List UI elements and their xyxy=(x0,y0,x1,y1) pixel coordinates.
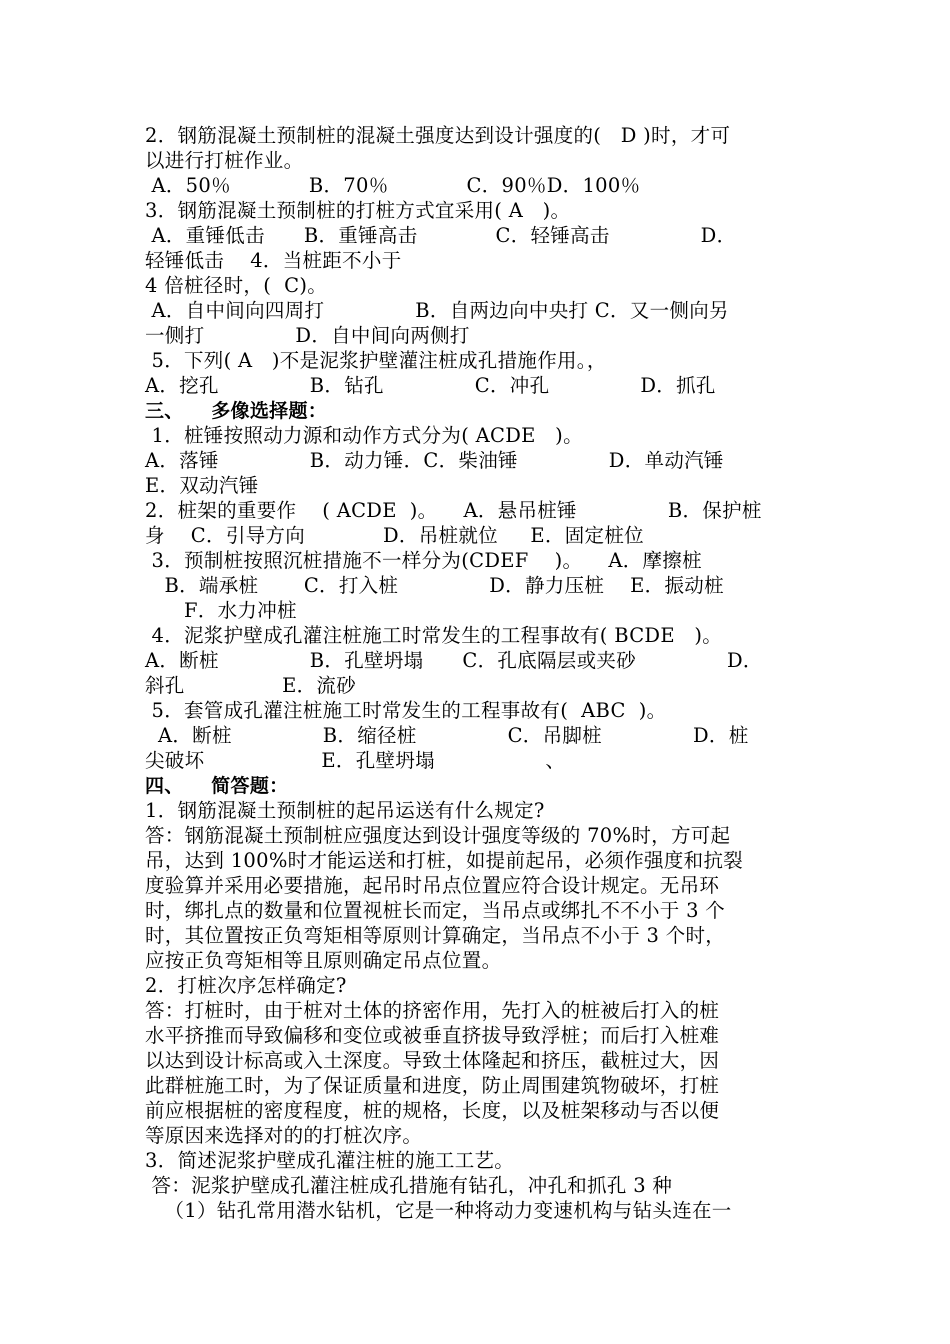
short-question-1: 1．钢筋混凝土预制桩的起吊运送有什么规定? xyxy=(145,799,545,822)
mc-question-3-option-f: F．水力冲桩 xyxy=(145,599,297,622)
answer-2-line-4: 此群桩施工时，为了保证质量和进度，防止周围建筑物破坏，打桩 xyxy=(145,1074,720,1097)
mc-question-2-line: 2．桩架的重要作 ( ACDE )。 A．悬吊桩锤 B．保护桩 xyxy=(145,499,762,522)
mc-question-1-options: A．落锤 B．动力锤．C．柴油锤 D．单动汽锤 xyxy=(145,449,724,472)
question-4-options-2: 一侧打 D．自中间向两侧打 xyxy=(145,324,470,347)
question-3-line: 3．钢筋混凝土预制桩的打桩方式宜采用( A )。 xyxy=(145,199,571,222)
mc-question-1-line: 1．桩锤按照动力源和动作方式分为( ACDE )。 xyxy=(145,424,583,447)
question-3-options: A．重锤低击 B．重锤高击 C．轻锤高击 D． xyxy=(145,224,737,247)
question-2-line-2: 以进行打桩作业。 xyxy=(145,149,304,172)
answer-1-line-1: 答：钢筋混凝土预制桩应强度达到设计强度等级的 70%时，方可起 xyxy=(145,824,731,847)
answer-2-line-1: 答：打桩时，由于桩对土体的挤密作用，先打入的桩被后打入的桩 xyxy=(145,999,720,1022)
mc-question-5-options: A．断桩 B．缩径桩 C．吊脚桩 D．桩 xyxy=(145,724,749,747)
mc-question-3-options: B．端承桩 C．打入桩 D．静力压桩 E．振动桩 xyxy=(145,574,724,597)
answer-2-line-6: 等原因来选择对的的打桩次序。 xyxy=(145,1124,423,1147)
mc-question-5-options-2: 尖破坏 E．孔壁坍塌 、 xyxy=(145,749,566,772)
question-2-options: A．50％ B．70％ C．90％D．100％ xyxy=(145,174,641,197)
answer-2-line-3: 以达到设计标高或入土深度。导致土体隆起和挤压，截桩过大，因 xyxy=(145,1049,720,1072)
mc-question-5-line: 5．套管成孔灌注桩施工时常发生的工程事故有( ABC )。 xyxy=(145,699,667,722)
question-3-option-d-and-q4: 轻锤低击 4．当桩距不小于 xyxy=(145,249,402,272)
answer-1-line-5: 时，其位置按正负弯矩相等原则计算确定，当吊点不小于 3 个时， xyxy=(145,924,726,947)
answer-3-line-2: （1）钻孔常用潜水钻机，它是一种将动力变速机构与钻头连在一 xyxy=(145,1199,732,1222)
short-question-2: 2．打桩次序怎样确定? xyxy=(145,974,347,997)
section-3-heading: 三、 多像选择题： xyxy=(145,400,328,422)
short-question-3: 3．简述泥浆护壁成孔灌注桩的施工工艺。 xyxy=(145,1149,515,1172)
mc-question-4-options: A．断桩 B．孔壁坍塌 C．孔底隔层或夹砂 D． xyxy=(145,649,763,672)
answer-2-line-2: 水平挤推而导致偏移和变位或被垂直挤拔导致浮桩；而后打入桩难 xyxy=(145,1024,720,1047)
mc-question-3-line: 3．预制桩按照沉桩措施不一样分为(CDEF )。 A．摩擦桩 xyxy=(145,549,702,572)
question-2-line-1: 2．钢筋混凝土预制桩的混凝土强度达到设计强度的( D )时，才可 xyxy=(145,124,731,147)
mc-question-4-line: 4．泥浆护壁成孔灌注桩施工时常发生的工程事故有( BCDE )。 xyxy=(145,624,723,647)
question-4-line: 4 倍桩径时，( C)。 xyxy=(145,274,328,297)
question-5-line: 5．下列( A )不是泥浆护壁灌注桩成孔措施作用。， xyxy=(145,349,607,372)
answer-1-line-6: 应按正负弯矩相等且原则确定吊点位置。 xyxy=(145,949,502,972)
mc-question-2-options: 身 C．引导方向 D．吊桩就位 E．固定桩位 xyxy=(145,524,644,547)
answer-1-line-2: 吊，达到 100%时才能运送和打桩，如提前起吊，必须作强度和抗裂 xyxy=(145,849,744,872)
answer-2-line-5: 前应根据桩的密度程度，桩的规格，长度，以及桩架移动与否以便 xyxy=(145,1099,720,1122)
answer-1-line-3: 度验算并采用必要措施，起吊时吊点位置应符合设计规定。无吊环 xyxy=(145,874,720,897)
question-4-options-1: A．自中间向四周打 B．自两边向中央打 C．又一侧向另 xyxy=(145,299,729,322)
question-5-options: A．挖孔 B．钻孔 C．冲孔 D．抓孔 xyxy=(145,374,716,397)
mc-question-4-options-2: 斜孔 E．流砂 xyxy=(145,674,357,697)
answer-1-line-4: 时，绑扎点的数量和位置视桩长而定，当吊点或绑扎不不小于 3 个 xyxy=(145,899,726,922)
mc-question-1-option-e: E．双动汽锤 xyxy=(145,474,259,497)
section-4-heading: 四、 简答题： xyxy=(145,775,289,797)
answer-3-line-1: 答：泥浆护壁成孔灌注桩成孔措施有钻孔，冲孔和抓孔 3 种 xyxy=(145,1174,673,1197)
